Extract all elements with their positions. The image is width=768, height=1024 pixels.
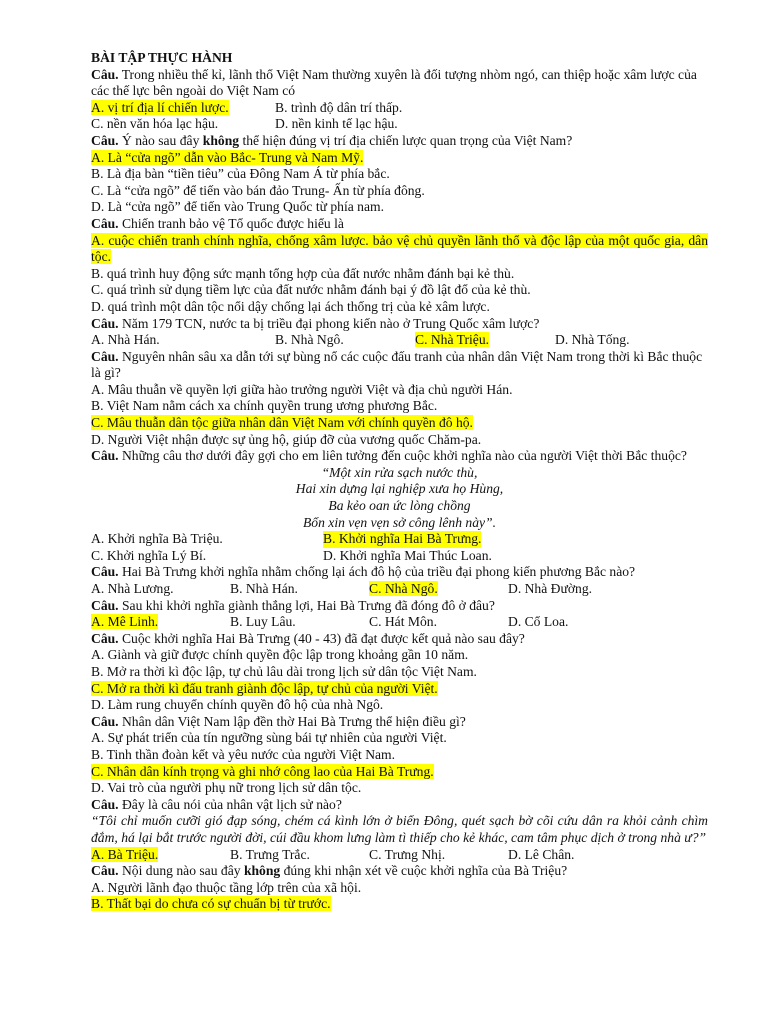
option-c-correct: C. Mở ra thời kì đấu tranh giành độc lập, tự chủ của người Việt. — [91, 680, 438, 696]
question-stem: Năm 179 TCN, nước ta bị triều đại phong kiến nào ở Trung Quốc xâm lược? — [121, 315, 540, 331]
poem-line: Ba kẻo oan ức lòng chồng — [328, 498, 471, 514]
question-12: Câu. Nội dung nào sau đây không đúng khi nhận xét về cuộc khởi nghĩa của Bà Triệu? — [91, 863, 568, 879]
option-a: A. Người lãnh đạo thuộc tầng lớp trên của xã hội. — [91, 879, 362, 895]
option-b: B. Tinh thần đoàn kết và yêu nước của người Việt Nam. — [91, 746, 396, 762]
options-row — [91, 847, 708, 864]
question-label: Câu. — [91, 796, 119, 812]
question-stem: Trong nhiều thế kỉ, lãnh thổ Việt Nam thường xuyên là đối tượng nhòm ngó, can thiệp hoặc xâm lược của các thế lực bên ngoài do Việt Nam có — [91, 66, 697, 99]
option-b: B. Mở ra thời kì độc lập, tự chủ lâu dài trong lịch sử dân tộc Việt Nam. — [91, 663, 477, 679]
option-c-correct: C. Nhân dân kính trọng và ghi nhớ công lao của Hai Bà Trưng. — [91, 763, 434, 779]
option-c-correct: C. Nhà Ngô. — [369, 581, 438, 596]
option-b: B. Là địa bàn “tiền tiêu” của Đông Nam Á từ phía bắc. — [91, 166, 390, 182]
option-d: D. Khởi nghĩa Mai Thúc Loan. — [323, 547, 492, 563]
question-label: Câu. — [91, 348, 119, 364]
question-stem: Nhân dân Việt Nam lập đền thờ Hai Bà Trưng thể hiện điều gì? — [121, 713, 466, 729]
worksheet-title: BÀI TẬP THỰC HÀNH — [91, 50, 233, 65]
option-b-correct: B. Thất bại do chưa có sự chuẩn bị từ trước. — [91, 896, 331, 912]
question-3 — [91, 216, 708, 233]
option-d: D. quá trình một dân tộc nổi dậy chống lại ách thống trị của kẻ xâm lược. — [91, 298, 490, 314]
option-d: D. Là “cửa ngõ” để tiến vào Trung Quốc từ phía nam. — [91, 199, 384, 215]
option-d: D. Lê Chân. — [508, 846, 575, 862]
option-d: D. Làm rung chuyển chính quyền đô hộ của nhà Ngô. — [91, 697, 384, 713]
option-c: C. Trưng Nhị. — [369, 846, 446, 862]
question-stem: Nguyên nhân sâu xa dẫn tới sự bùng nổ các cuộc đấu tranh của nhân dân Việt Nam trong thời kì Bắc thuộc là gì? — [91, 348, 703, 381]
question-7 — [91, 564, 708, 581]
question-stem: Chiến tranh bảo vệ Tổ quốc được hiểu là — [121, 215, 344, 231]
poem-line: Bốn xin vẹn vẹn sở công lênh này”. — [303, 514, 496, 530]
question-label: Câu. — [91, 448, 119, 464]
option-c: C. nền văn hóa lạc hậu. — [91, 116, 219, 132]
historical-quote: “Tôi chỉ muốn cưỡi gió đạp sóng, chém cá kình lớn ở biển Đông, quét sạch bờ cõi cứu dân ra khỏi cảnh chìm đắm, há lại bắt trước người đời, cúi đầu khom lưng làm tì thiếp cho kẻ khác, cam tâm phục dịch ở trong nhà ư?” — [91, 813, 708, 845]
option-a: A. Nhà Lương. — [91, 581, 174, 596]
options-row — [91, 116, 708, 133]
question-label: Câu. — [91, 597, 119, 613]
option-a-correct: A. vị trí địa lí chiến lược. — [91, 99, 229, 115]
options-row — [91, 548, 708, 565]
question-label: Câu. — [91, 564, 119, 580]
option-a: A. Nhà Hán. — [91, 332, 160, 348]
question-stem: Những câu thơ dưới đây gợi cho em liên tưởng đến cuộc khởi nghĩa nào của người Việt thời Bắc thuộc? — [121, 448, 687, 464]
poem-line: “Một xin rửa sạch nước thù, — [321, 464, 478, 480]
question-2: Câu. Ý nào sau đây không thể hiện đúng vị trí địa chiến lược quan trọng của Việt Nam? — [91, 132, 573, 148]
question-6 — [91, 448, 708, 465]
option-c: C. Là “cửa ngõ” để tiến vào bán đảo Trung- Ấn từ phía đông. — [91, 182, 425, 198]
option-b-correct: B. Khởi nghĩa Hai Bà Trưng. — [323, 531, 482, 547]
options-row — [91, 614, 708, 631]
option-a-correct: A. Mê Linh. — [91, 614, 159, 630]
question-label: Câu. — [91, 713, 119, 729]
option-c: C. Hát Môn. — [369, 614, 437, 630]
option-d: D. Vai trò của người phụ nữ trong lịch sử dân tộc. — [91, 780, 362, 796]
option-d: D. Nhà Đường. — [508, 581, 593, 596]
question-label: Câu. — [91, 215, 119, 231]
question-label: Câu. — [91, 630, 119, 646]
question-label: Câu. — [91, 315, 119, 331]
option-a-correct: A. Là “cửa ngõ” dẫn vào Bắc- Trung và Nam Mỹ. — [91, 149, 364, 165]
option-c: C. quá trình sử dụng tiềm lực của đất nước nhằm đánh bại ý đồ lật đổ của kẻ thù. — [91, 282, 531, 298]
question-4 — [91, 316, 708, 333]
question-8 — [91, 598, 708, 615]
emphasis-not: không — [202, 132, 240, 148]
question-stem: Đây là câu nói của nhân vật lịch sử nào? — [121, 796, 342, 812]
option-c-correct: C. Nhà Triệu. — [415, 332, 490, 348]
question-1 — [91, 67, 708, 100]
option-b: B. Nhà Ngô. — [275, 332, 344, 348]
question-label: Câu. — [91, 863, 119, 879]
question-stem: Sau khi khởi nghĩa giành thắng lợi, Hai Bà Trưng đã đóng đô ở đâu? — [121, 597, 495, 613]
options-row — [91, 332, 708, 349]
question-label: Câu. — [91, 66, 119, 82]
option-d: D. Nhà Tống. — [555, 332, 630, 348]
option-c: C. Khởi nghĩa Lý Bí. — [91, 547, 207, 563]
option-a: A. Mâu thuẫn về quyền lợi giữa hào trưởng người Việt và địa chủ người Hán. — [91, 381, 513, 397]
option-a: A. Khởi nghĩa Bà Triệu. — [91, 531, 223, 547]
poem-line: Hai xin dựng lại nghiệp xưa họ Hùng, — [295, 481, 504, 497]
option-b: B. Nhà Hán. — [230, 581, 298, 596]
option-b: B. Luy Lâu. — [230, 614, 296, 630]
option-a: A. Giành và giữ được chính quyền độc lập trong khoảng gần 10 năm. — [91, 647, 469, 663]
options-row — [91, 531, 708, 548]
options-row — [91, 100, 708, 117]
option-d: D. Cổ Loa. — [508, 614, 569, 630]
question-stem: Hai Bà Trưng khởi nghĩa nhằm chống lại ách đô hộ của triều đại phong kiến phương Bắc nào? — [121, 564, 636, 580]
option-a-correct: A. cuộc chiến tranh chính nghĩa, chống xâm lược. bảo vệ chủ quyền lãnh thổ và độc lập của một quốc gia, dân tộc. — [91, 232, 708, 265]
option-d: D. Người Việt nhận được sự ủng hộ, giúp đỡ của vương quốc Chăm-pa. — [91, 431, 482, 447]
option-a-correct: A. Bà Triệu. — [91, 846, 159, 862]
option-b: B. trình độ dân trí thấp. — [275, 99, 403, 115]
option-b: B. Trưng Trắc. — [230, 846, 310, 862]
emphasis-not: không — [243, 863, 281, 879]
option-d: D. nền kinh tế lạc hậu. — [275, 116, 398, 132]
option-c-correct: C. Mâu thuẫn dân tộc giữa nhân dân Việt Nam với chính quyền đô hộ. — [91, 415, 473, 431]
option-b: B. quá trình huy động sức mạnh tổng hợp của đất nước nhằm đánh bại kẻ thù. — [91, 265, 515, 281]
question-stem: Cuộc khởi nghĩa Hai Bà Trưng (40 - 43) đã đạt được kết quả nào sau đây? — [121, 630, 525, 646]
option-a: A. Sự phát triển của tín ngưỡng sùng bái tự nhiên của người Việt. — [91, 730, 447, 746]
question-5 — [91, 349, 708, 382]
question-9 — [91, 631, 708, 648]
question-10 — [91, 714, 708, 731]
options-row — [91, 581, 708, 598]
question-11 — [91, 797, 708, 814]
option-b: B. Việt Nam nằm cách xa chính quyền trung ương phương Bắc. — [91, 398, 438, 414]
question-label: Câu. — [91, 132, 119, 148]
